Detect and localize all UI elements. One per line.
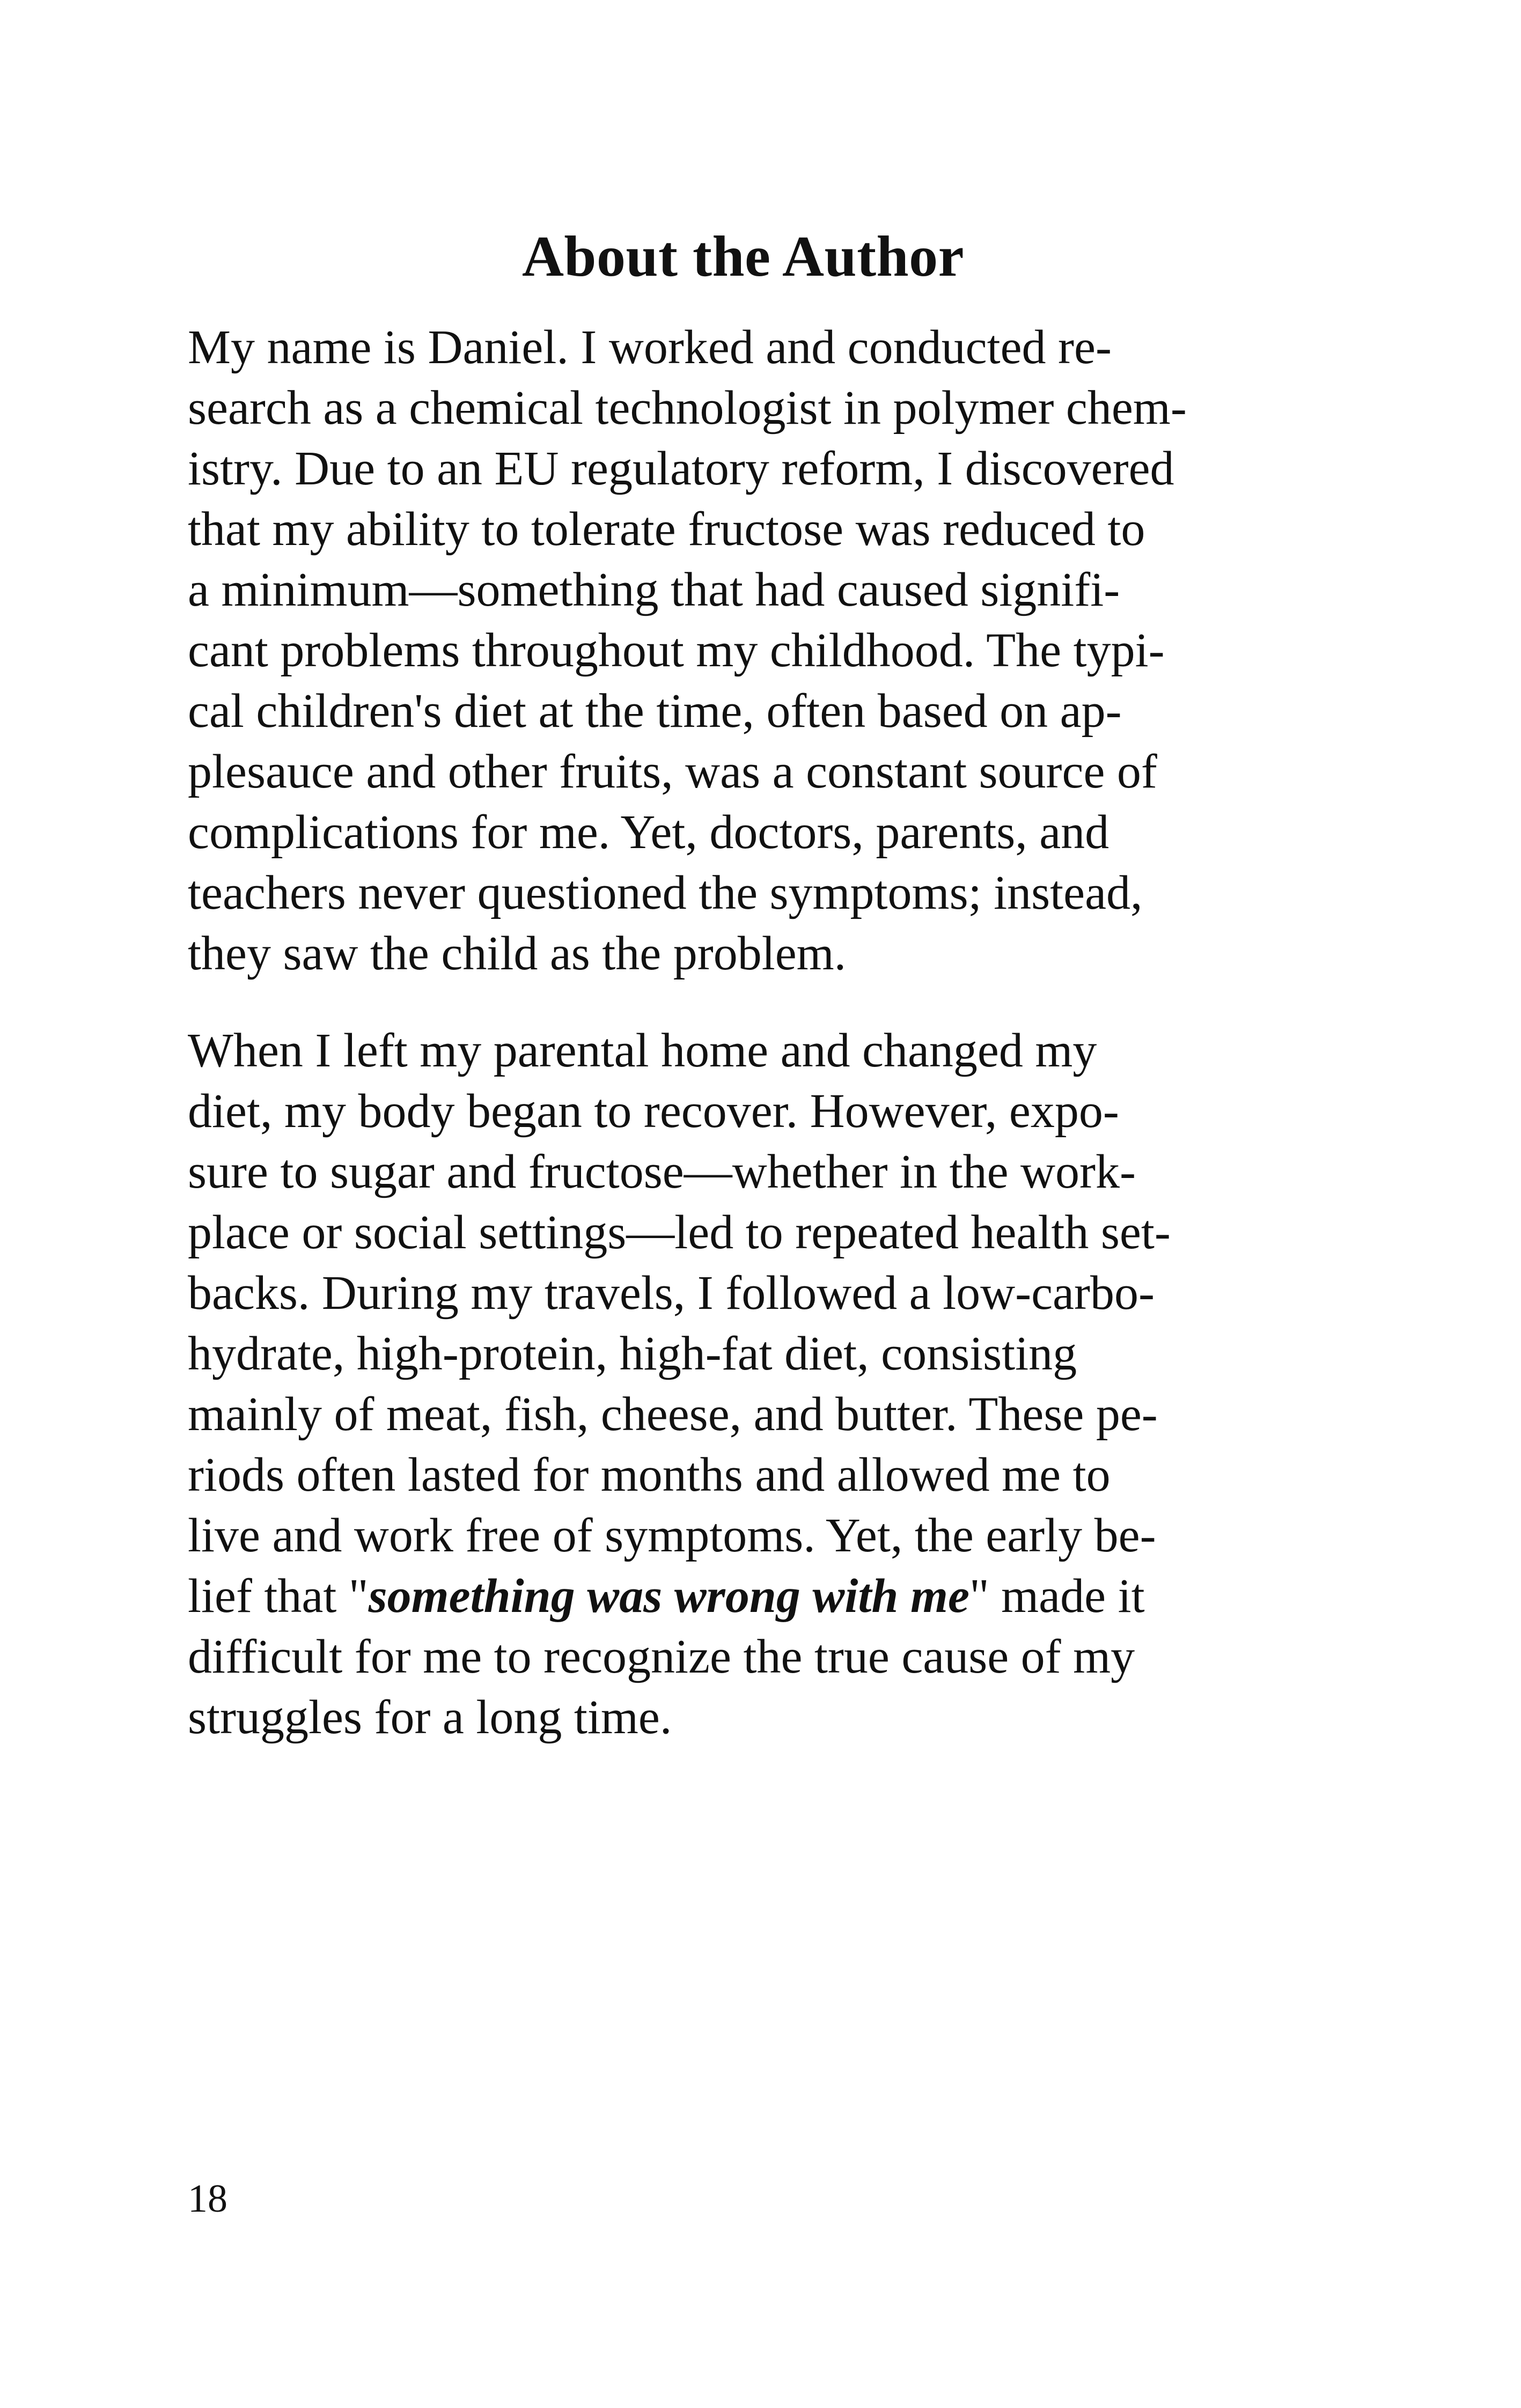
text-before-emphasis: lief that " [188, 1569, 369, 1623]
text-line: live and work free of symptoms. Yet, the early be- [188, 1508, 1156, 1562]
text-line: diet, my body began to recover. However, expo- [188, 1084, 1119, 1138]
text-line: a minimum—something that had caused signifi- [188, 563, 1120, 616]
emphasized-phrase: something was wrong with me [368, 1569, 969, 1623]
paragraph-1 [188, 317, 1298, 984]
text-line: mainly of meat, fish, cheese, and butter. These pe- [188, 1387, 1158, 1441]
text-line: hydrate, high-protein, high-fat diet, consisting [188, 1327, 1077, 1380]
text-line: struggles for a long time. [188, 1690, 672, 1744]
page-content [188, 225, 1298, 1784]
text-line: that my ability to tolerate fructose was reduced to [188, 502, 1145, 556]
text-line: cal children's diet at the time, often based on ap- [188, 684, 1122, 738]
text-line: When I left my parental home and changed my [188, 1023, 1097, 1077]
text-line: place or social settings—led to repeated health set- [188, 1205, 1171, 1259]
chapter-title: About the Author [521, 225, 965, 289]
page-number: 18 [188, 2177, 227, 2221]
text-line: backs. During my travels, I followed a low-carbo- [188, 1266, 1155, 1320]
text-line-with-emphasis [188, 1566, 1298, 1626]
text-line: they saw the child as the problem. [188, 926, 847, 980]
text-line: sure to sugar and fructose—whether in the work- [188, 1145, 1136, 1198]
text-line: complications for me. Yet, doctors, parents, and [188, 805, 1109, 859]
text-line: plesauce and other fruits, was a constant source of [188, 745, 1157, 798]
text-line: My name is Daniel. I worked and conducted re- [188, 320, 1112, 374]
text-line: teachers never questioned the symptoms; instead, [188, 866, 1143, 919]
text-line: riods often lasted for months and allowed me to [188, 1448, 1111, 1501]
text-line: search as a chemical technologist in polymer chem- [188, 381, 1187, 435]
paragraph-2 [188, 1020, 1298, 1748]
text-after-emphasis: " made it [969, 1569, 1145, 1623]
text-line: cant problems throughout my childhood. The typi- [188, 623, 1165, 677]
text-line: difficult for me to recognize the true cause of my [188, 1630, 1135, 1683]
text-line: istry. Due to an EU regulatory reform, I discovered [188, 441, 1174, 495]
